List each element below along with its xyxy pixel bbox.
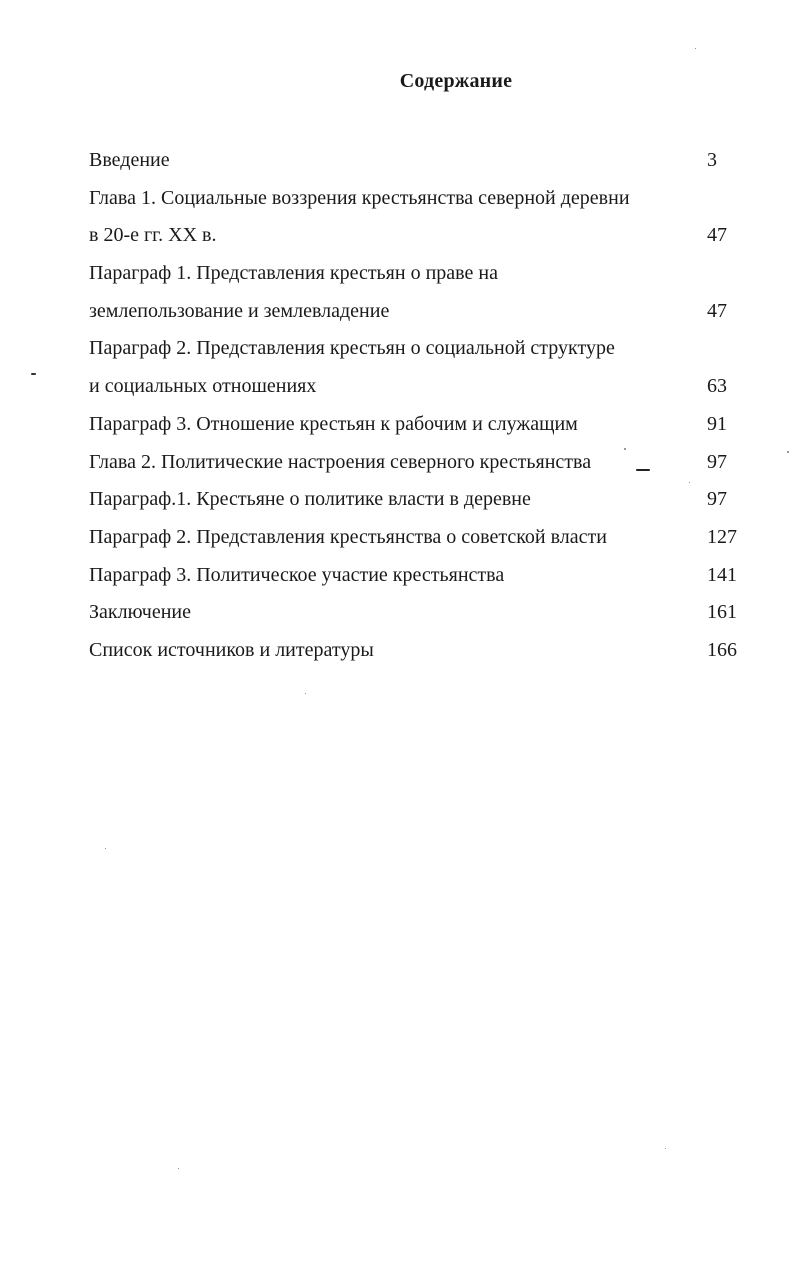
toc-entry-paragraph-2-3 [89, 559, 741, 597]
page-title: Содержание [399, 70, 513, 92]
toc-entry-text: и социальных отношениях [89, 375, 317, 398]
toc-entry-page: 166 [707, 638, 737, 661]
toc-entry-paragraph-2-1 [89, 483, 741, 521]
toc-entry-paragraph-1-2-cont [89, 370, 741, 408]
toc-entry-page: 63 [707, 375, 727, 398]
toc-entry-text: Параграф 2. Представления крестьян о социальной структуре [89, 337, 615, 360]
scan-speck [305, 693, 306, 694]
toc-entry-text: землепользование и землевладение [89, 299, 390, 322]
toc-entry-text: Список источников и литературы [89, 638, 374, 661]
scan-speck [31, 373, 36, 375]
toc-entry-page: 47 [707, 299, 727, 322]
table-of-contents [89, 144, 741, 672]
toc-entry-paragraph-1-1 [89, 257, 741, 295]
toc-entry-page: 141 [707, 563, 737, 586]
toc-entry-page: 161 [707, 601, 737, 624]
scan-speck [689, 482, 690, 483]
toc-entry-page: 3 [707, 149, 717, 171]
toc-entry-page: 91 [707, 412, 727, 435]
toc-entry-paragraph-1-3 [89, 408, 741, 446]
toc-entry-conclusion [89, 596, 741, 634]
toc-entry-page: 47 [707, 224, 727, 247]
toc-entry-text: Глава 1. Социальные воззрения крестьянства северной деревни [89, 186, 630, 209]
toc-entry-text: Заключение [89, 601, 191, 624]
toc-entry-page: 97 [707, 450, 727, 473]
scan-speck [787, 451, 789, 453]
scan-speck [105, 848, 106, 849]
scan-speck [178, 1168, 179, 1169]
toc-entry-page: 127 [707, 525, 737, 548]
toc-entry-chapter-1 [89, 182, 741, 220]
toc-entry-text: Параграф 2. Представления крестьянства о советской власти [89, 525, 607, 548]
toc-entry-text: Глава 2. Политические настроения северного крестьянства [89, 450, 592, 473]
scan-speck [665, 1148, 666, 1149]
toc-entry-paragraph-1-2 [89, 332, 741, 370]
toc-entry-text: Параграф.1. Крестьяне о политике власти в деревне [89, 488, 531, 511]
toc-entry-text: Параграф 3. Политическое участие крестьянства [89, 563, 505, 586]
toc-entry-text: Параграф 3. Отношение крестьян к рабочим и служащим [89, 412, 578, 435]
toc-entry-introduction [89, 144, 741, 182]
toc-entry-text: в 20-е гг. XX в. [89, 224, 217, 247]
toc-entry-chapter-2 [89, 446, 741, 484]
scan-speck [624, 448, 626, 450]
scan-speck [636, 469, 650, 471]
scan-speck [695, 48, 696, 49]
toc-entry-text: Параграф 1. Представления крестьян о праве на [89, 262, 498, 285]
toc-entry-paragraph-1-1-cont [89, 295, 741, 333]
toc-entry-bibliography [89, 634, 741, 672]
toc-entry-chapter-1-cont [89, 219, 741, 257]
toc-entry-page: 97 [707, 488, 727, 511]
toc-entry-paragraph-2-2 [89, 521, 741, 559]
toc-entry-text: Введение [89, 149, 170, 171]
